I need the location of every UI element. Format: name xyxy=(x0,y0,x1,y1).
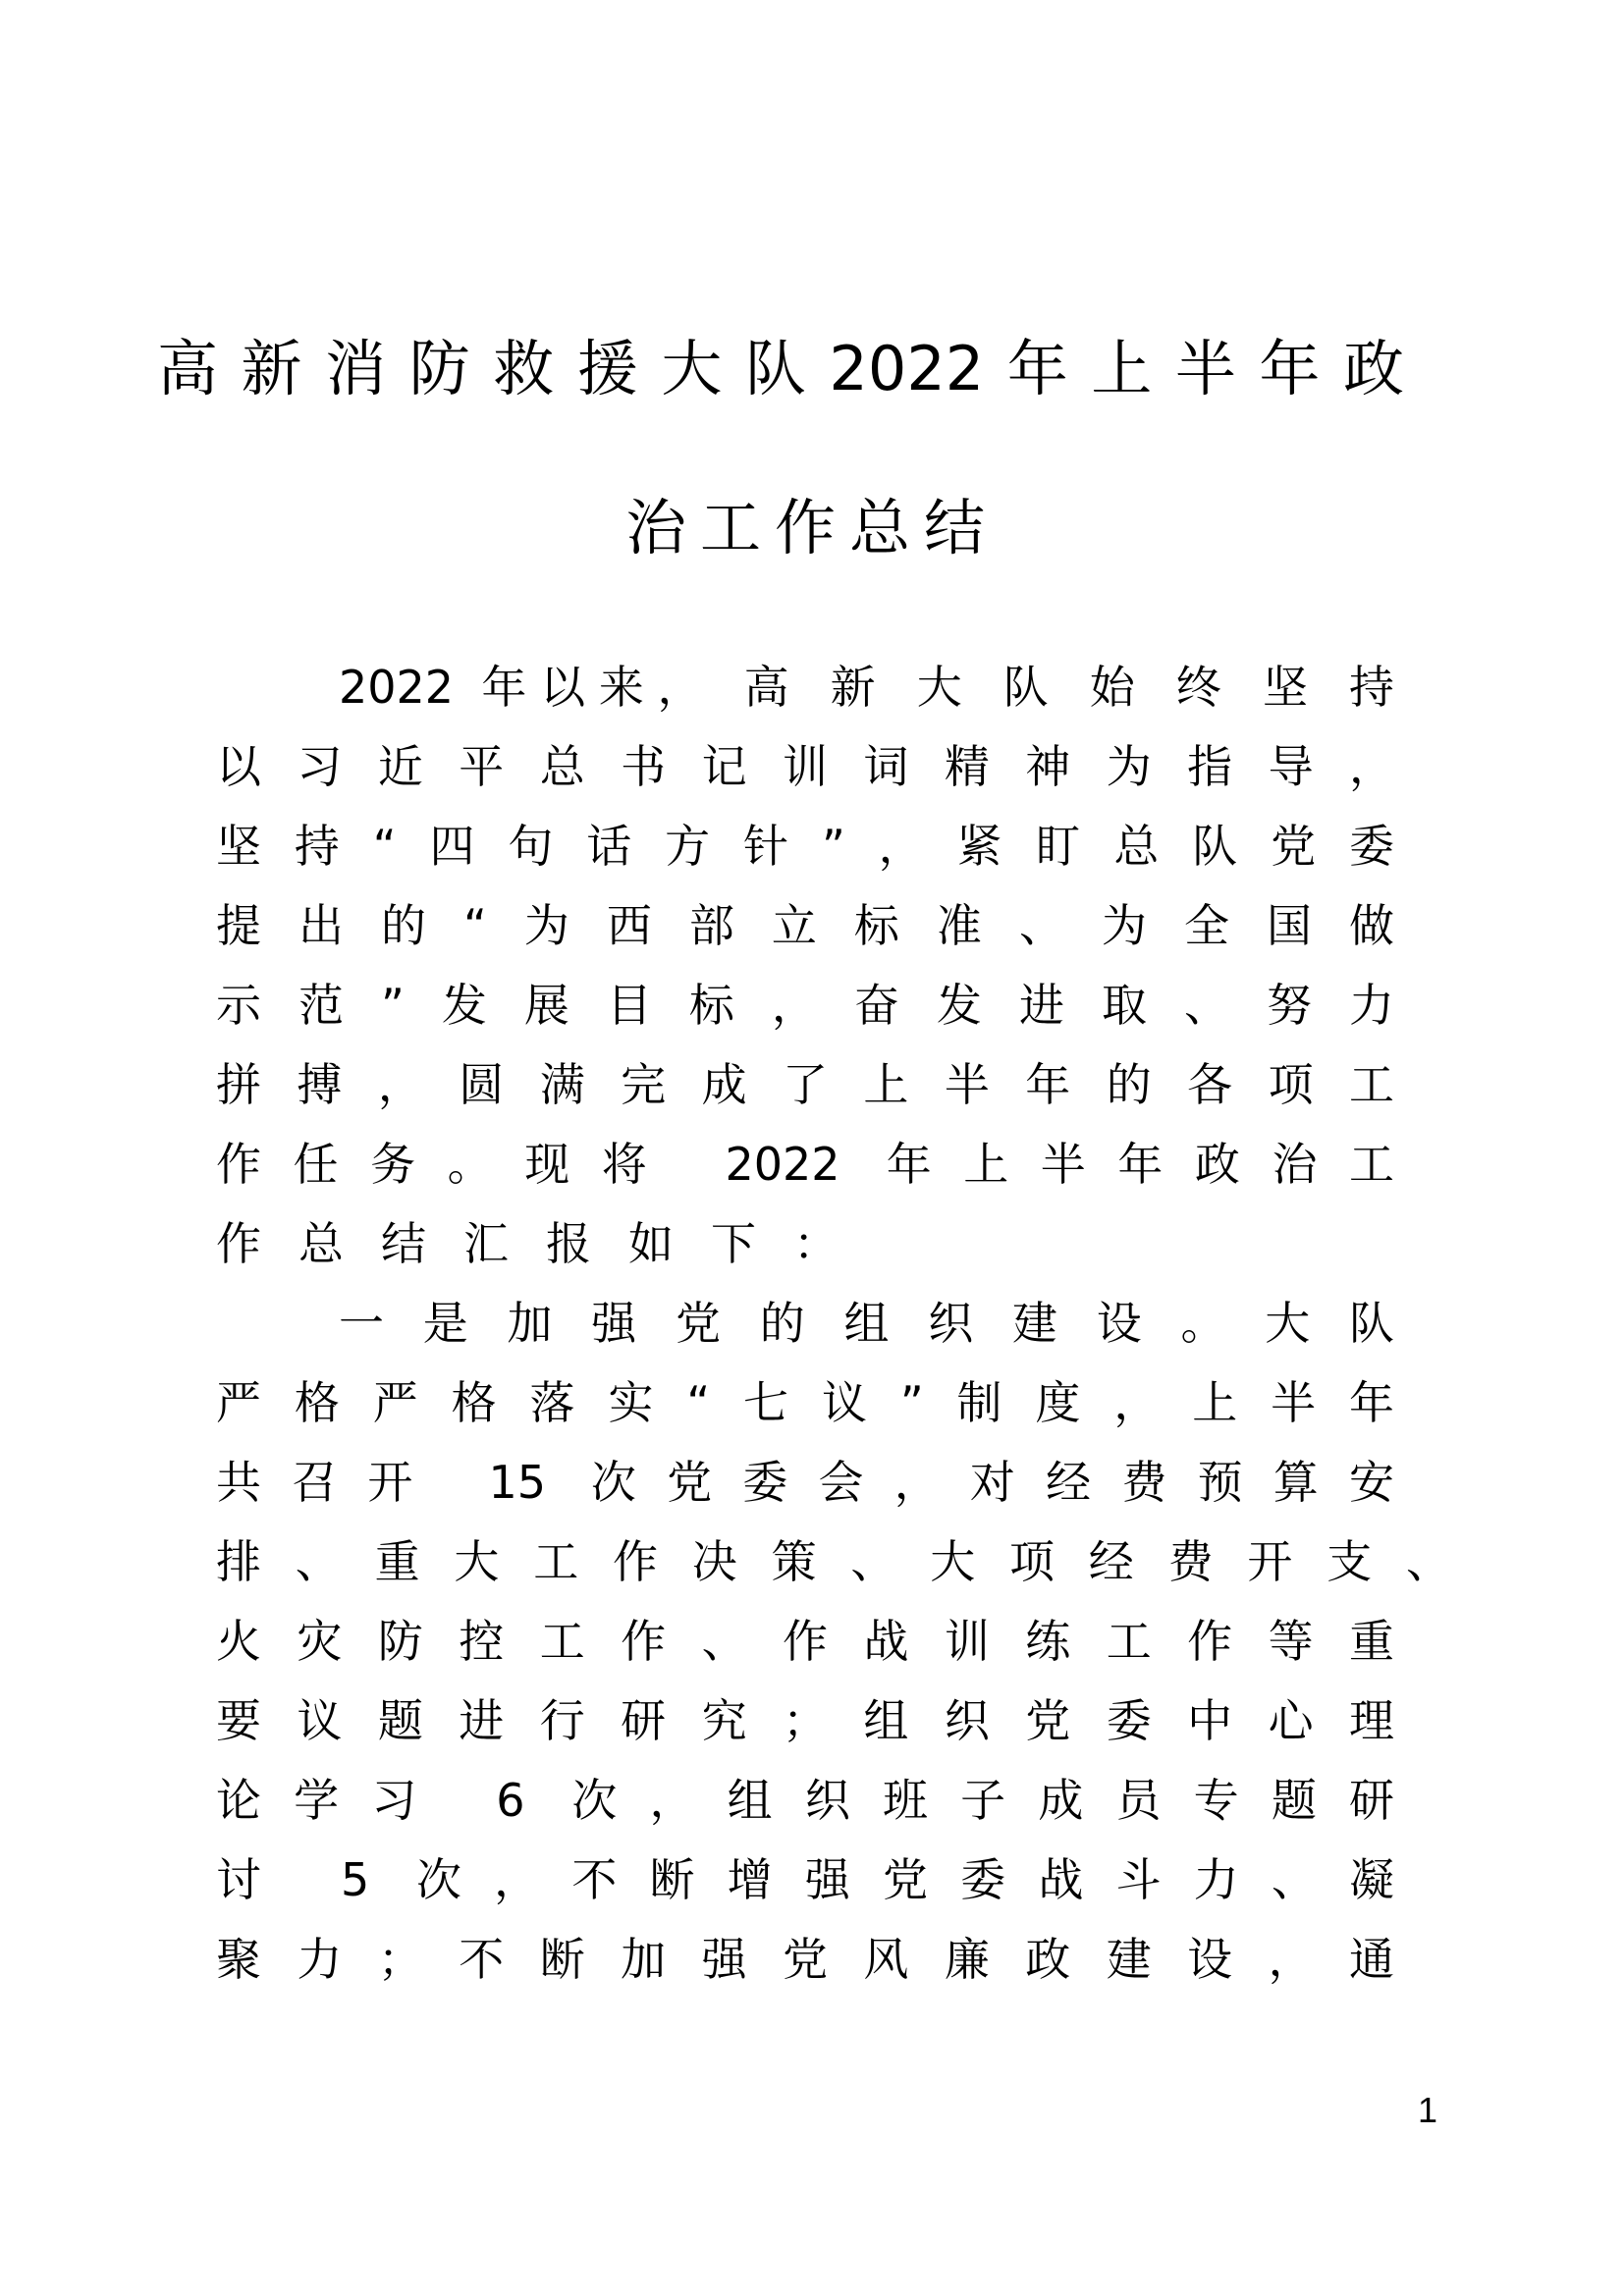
body-line: 排、重大工作决策、大项经费开支、 xyxy=(216,1535,1451,1588)
body-line: 作总结汇报如下： xyxy=(216,1217,876,1270)
body-line: 火灾防控工作、作战训练工作等重 xyxy=(216,1615,1394,1668)
body-line: 论学习 6 次，组织班子成员专题研 xyxy=(216,1774,1394,1827)
body-line: 2022 年以来， 高 新 大 队 始 终 坚 持 xyxy=(339,661,1394,714)
body-line: 聚力；不断加强党风廉政建设，通 xyxy=(216,1933,1394,1986)
body-line: 示范”发展目标，奋发进取、努力 xyxy=(216,979,1394,1032)
document-body xyxy=(216,648,1451,2000)
body-line: 一是加强党的组织建设。大队 xyxy=(339,1297,1394,1350)
body-line: 讨 5 次，不断增强党委战斗力、凝 xyxy=(216,1853,1394,1906)
document-title-line-2: 治工作总结 xyxy=(624,492,999,563)
body-line: 要议题进行研究；组织党委中心理 xyxy=(216,1694,1394,1747)
page-number: 1 xyxy=(1417,2090,1437,2130)
body-line: 严格严格落实“七议”制度，上半年 xyxy=(216,1376,1394,1429)
body-line: 拼搏，圆满完成了上半年的各项工 xyxy=(216,1058,1394,1111)
body-line: 共召开 15 次党委会，对经费预算安 xyxy=(216,1456,1394,1509)
document-title-line-1: 高新消防救援大队2022年上半年政 xyxy=(157,333,1404,404)
body-line: 坚持“四句话方针”，紧盯总队党委 xyxy=(216,820,1394,873)
body-line: 以习近平总书记训词精神为指导， xyxy=(216,740,1394,793)
body-line: 提出的“为西部立标准、为全国做 xyxy=(216,899,1394,952)
body-line: 作任务。现将 2022 年上半年政治工 xyxy=(216,1138,1394,1191)
